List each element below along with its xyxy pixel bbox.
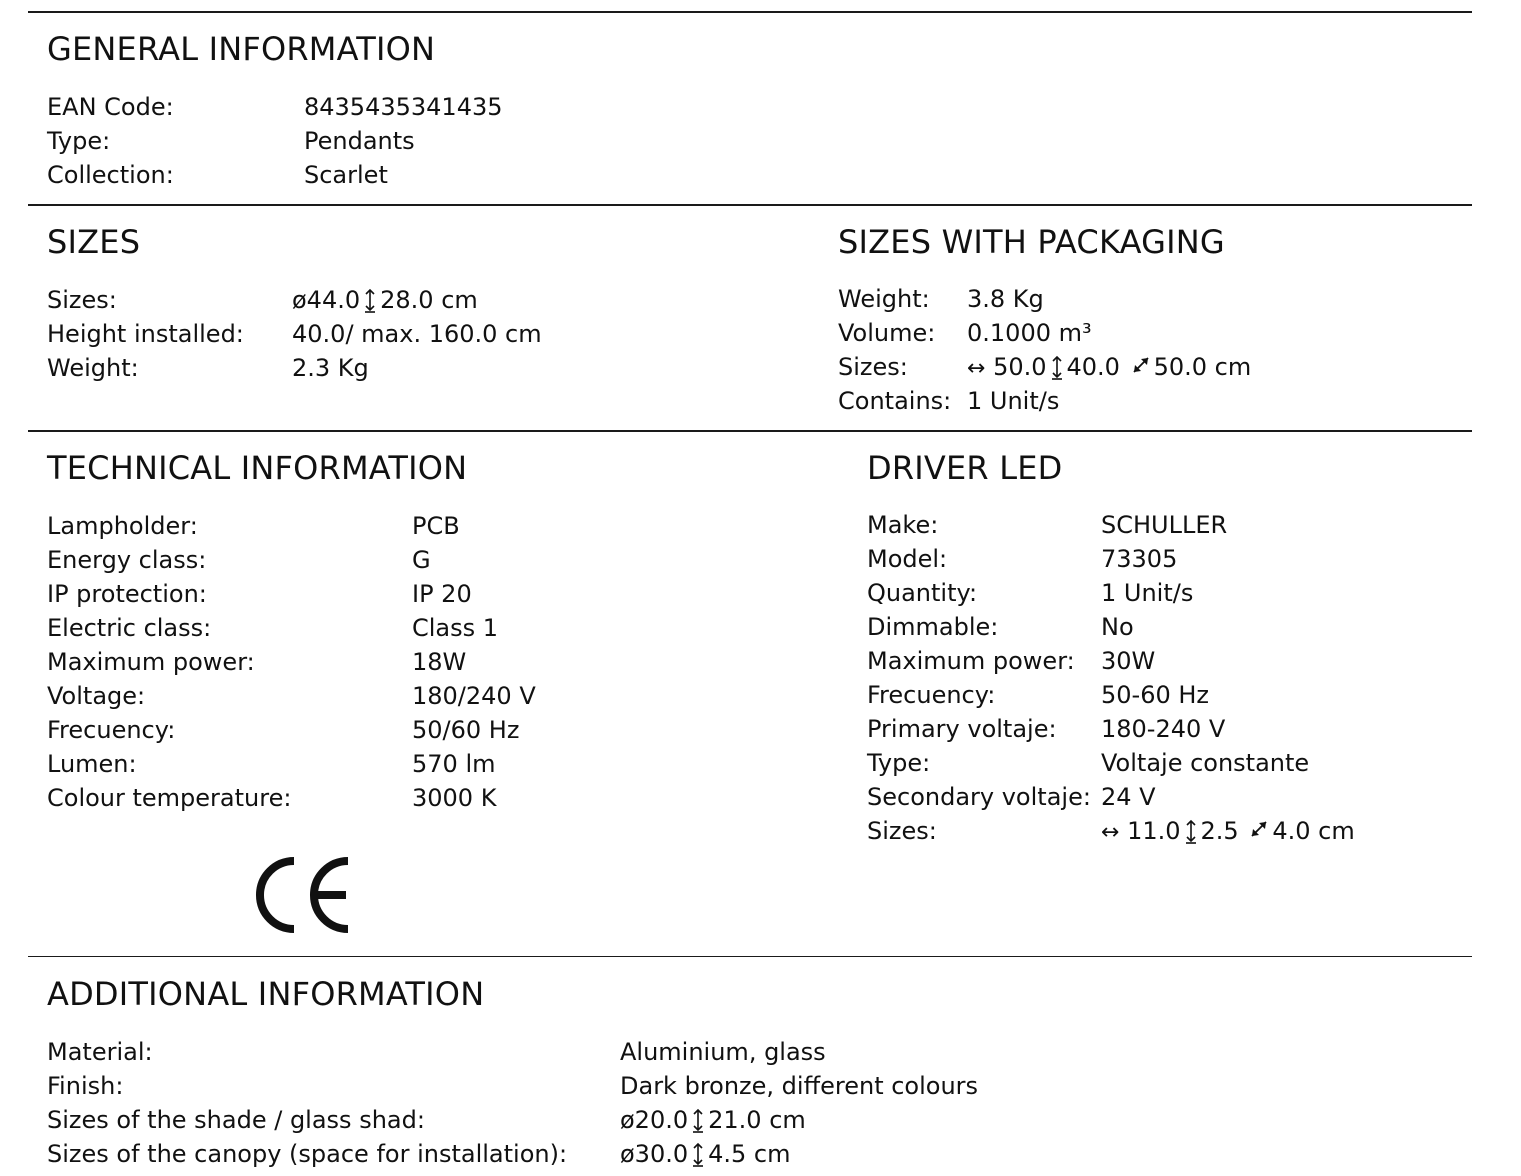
driver-sizes-value (1101, 814, 1355, 850)
driver-label: Primary voltaje: (867, 715, 1057, 743)
diagonal-arrow-icon (1131, 350, 1151, 370)
material-label: Material: (47, 1038, 153, 1066)
diagonal-arrow-icon (1249, 814, 1269, 834)
driver-value: 30W (1101, 647, 1156, 675)
up-down-arrow-icon (1050, 354, 1064, 380)
sizes-label: Sizes: (47, 286, 117, 314)
driver-value: 180-240 V (1101, 715, 1226, 743)
driver-led-title: DRIVER LED (867, 449, 1063, 487)
packaging-weight-value: 3.8 Kg (967, 285, 1044, 313)
canopy-height: 4.5 cm (708, 1140, 791, 1168)
technical-value: IP 20 (412, 580, 472, 608)
type-value: Pendants (304, 127, 415, 155)
driver-label: Maximum power: (867, 647, 1075, 675)
packaging-sizes-value (967, 350, 1251, 386)
type-label: Type: (47, 127, 111, 155)
packaging-contains-label: Contains: (838, 387, 952, 415)
additional-information-title: ADDITIONAL INFORMATION (47, 975, 485, 1013)
divider-additional (28, 956, 1472, 957)
packaging-sizes-height: 40.0 (1066, 353, 1120, 381)
ce-mark-icon (254, 856, 354, 936)
driver-label: Dimmable: (867, 613, 999, 641)
sizes-height: 28.0 cm (380, 286, 478, 314)
finish-label: Finish: (47, 1072, 124, 1100)
technical-value: G (412, 546, 431, 574)
technical-label: Voltage: (47, 682, 146, 710)
technical-value: 3000 K (412, 784, 497, 812)
driver-label: Make: (867, 511, 939, 539)
technical-label: IP protection: (47, 580, 207, 608)
general-information-title: GENERAL INFORMATION (47, 30, 436, 68)
technical-label: Lampholder: (47, 512, 198, 540)
driver-value: 50-60 Hz (1101, 681, 1210, 709)
divider-sizes (28, 204, 1472, 206)
packaging-sizes-label: Sizes: (838, 353, 908, 381)
collection-label: Collection: (47, 161, 174, 189)
up-down-arrow-icon (691, 1107, 705, 1133)
canopy-diameter: ø30.0 (620, 1140, 689, 1168)
weight-label: Weight: (47, 354, 139, 382)
technical-value: Class 1 (412, 614, 499, 642)
up-down-arrow-icon (1184, 818, 1198, 844)
driver-sizes-label: Sizes: (867, 817, 937, 845)
technical-value: PCB (412, 512, 460, 540)
technical-value: 180/240 V (412, 682, 536, 710)
height-installed-label: Height installed: (47, 320, 244, 348)
driver-value: No (1101, 613, 1134, 641)
shade-diameter: ø20.0 (620, 1106, 689, 1134)
shade-value (620, 1103, 806, 1137)
packaging-contains-value: 1 Unit/s (967, 387, 1060, 415)
technical-information-title: TECHNICAL INFORMATION (47, 449, 468, 487)
technical-label: Maximum power: (47, 648, 255, 676)
driver-value: 24 V (1101, 783, 1156, 811)
divider-top (28, 11, 1472, 13)
shade-label: Sizes of the shade / glass shad: (47, 1106, 425, 1134)
packaging-volume-label: Volume: (838, 319, 936, 347)
sizes-value (292, 283, 478, 317)
up-down-arrow-icon (363, 287, 377, 313)
driver-value: SCHULLER (1101, 511, 1228, 539)
shade-height: 21.0 cm (708, 1106, 806, 1134)
technical-value: 570 lm (412, 750, 496, 778)
material-value: Aluminium, glass (620, 1038, 826, 1066)
technical-label: Colour temperature: (47, 784, 292, 812)
driver-value: 1 Unit/s (1101, 579, 1194, 607)
sizes-diameter: ø44.0 (292, 286, 361, 314)
packaging-sizes-depth: 50.0 cm (1153, 353, 1252, 381)
collection-value: Scarlet (304, 161, 388, 189)
height-installed-value: 40.0/ max. 160.0 cm (292, 320, 542, 348)
finish-value: Dark bronze, different colours (620, 1072, 979, 1100)
weight-value: 2.3 Kg (292, 354, 369, 382)
packaging-volume-value: 0.1000 m³ (967, 319, 1092, 347)
driver-sizes-depth: 4.0 cm (1272, 817, 1355, 845)
technical-label: Lumen: (47, 750, 137, 778)
technical-value: 18W (412, 648, 467, 676)
driver-value: 73305 (1101, 545, 1178, 573)
technical-label: Energy class: (47, 546, 207, 574)
canopy-value (620, 1137, 791, 1171)
packaging-title: SIZES WITH PACKAGING (838, 223, 1225, 261)
driver-sizes-height: 2.5 (1200, 817, 1239, 845)
left-right-arrow-icon: ↔ (967, 356, 986, 381)
driver-label: Secondary voltaje: (867, 783, 1091, 811)
canopy-label: Sizes of the canopy (space for installation): (47, 1140, 568, 1168)
driver-label: Frecuency: (867, 681, 996, 709)
divider-technical (28, 430, 1472, 432)
up-down-arrow-icon (691, 1141, 705, 1167)
driver-label: Type: (867, 749, 931, 777)
ean-label: EAN Code: (47, 93, 174, 121)
driver-label: Quantity: (867, 579, 978, 607)
technical-label: Electric class: (47, 614, 212, 642)
sizes-title: SIZES (47, 223, 141, 261)
technical-value: 50/60 Hz (412, 716, 520, 744)
packaging-sizes-width: 50.0 (993, 353, 1047, 381)
packaging-weight-label: Weight: (838, 285, 930, 313)
technical-label: Frecuency: (47, 716, 176, 744)
left-right-arrow-icon: ↔ (1101, 820, 1120, 845)
driver-label: Model: (867, 545, 948, 573)
driver-value: Voltaje constante (1101, 749, 1310, 777)
driver-sizes-width: 11.0 (1127, 817, 1181, 845)
ean-value: 8435435341435 (304, 93, 503, 121)
